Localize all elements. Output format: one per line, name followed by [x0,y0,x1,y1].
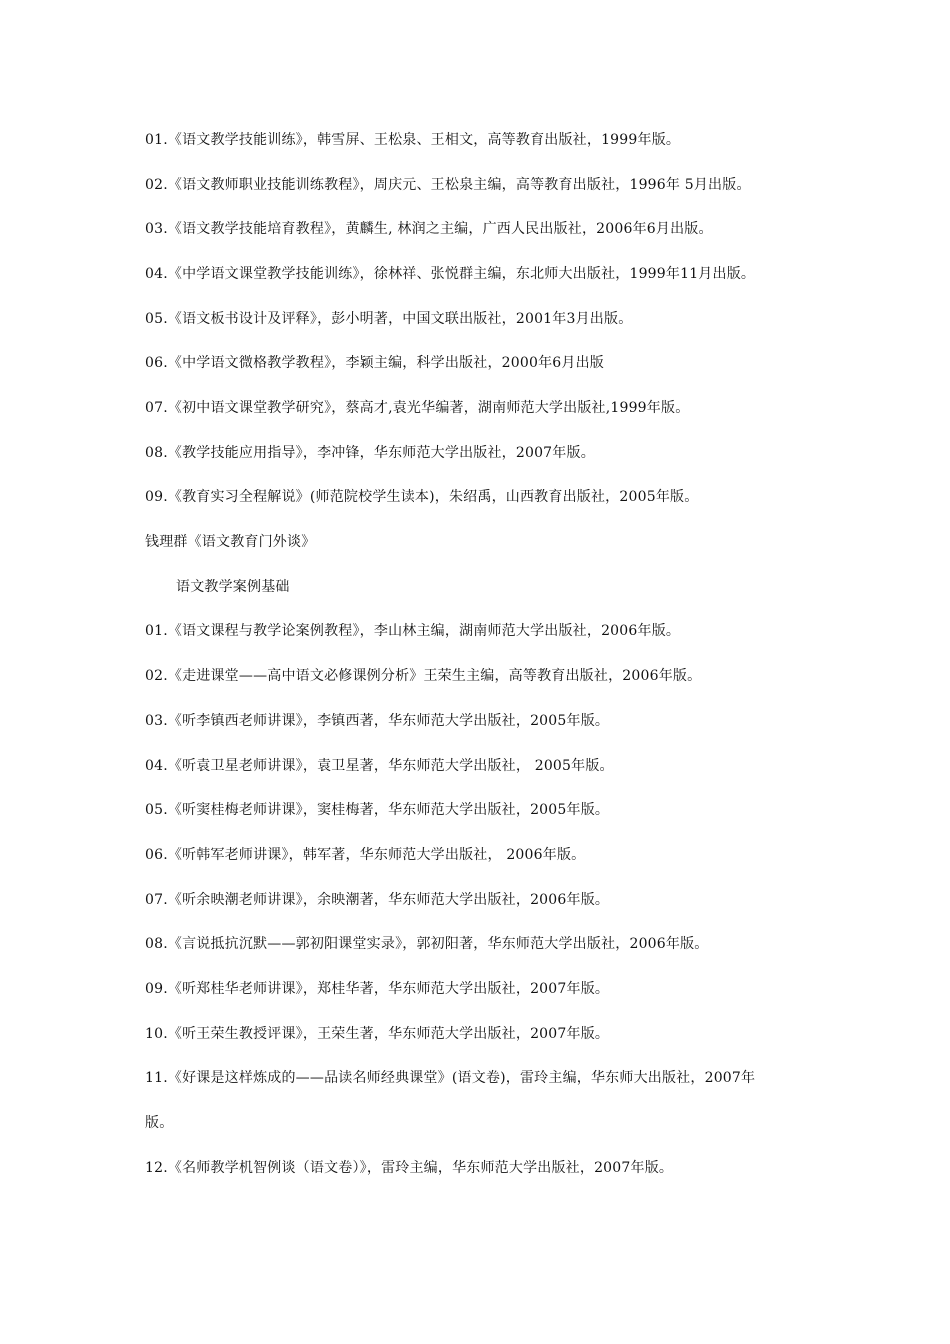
reference-item-6: 06.《中学语文微格教学教程》，李颖主编，科学出版社，2000年6月出版 [145,355,604,371]
case-item-3: 03.《听李镇西老师讲课》，李镇西著，华东师范大学出版社，2005年版。 [145,713,610,729]
standalone-reference: 钱理群《语文教育门外谈》 [145,534,316,550]
reference-item-5: 05.《语文板书设计及评释》，彭小明著，中国文联出版社，2001年3月出版。 [145,311,633,327]
case-item-8: 08.《言说抵抗沉默——郭初阳课堂实录》，郭初阳著，华东师范大学出版社，2006年版。 [145,936,709,952]
section-heading: 语文教学案例基础 [176,579,290,595]
case-item-11-continuation: 版。 [145,1115,174,1131]
case-item-5: 05.《听窦桂梅老师讲课》，窦桂梅著，华东师范大学出版社，2005年版。 [145,802,610,818]
reference-item-2: 02.《语文教师职业技能训练教程》，周庆元、王松泉主编，高等教育出版社，1996年 5月出版。 [145,177,751,193]
case-item-11: 11.《好课是这样炼成的——品读名师经典课堂》(语文卷)，雷玲主编，华东师大出版社，2007年 [145,1070,756,1086]
case-item-4: 04.《听袁卫星老师讲课》，袁卫星著，华东师范大学出版社， 2005年版。 [145,758,614,774]
case-item-2: 02.《走进课堂——高中语文必修课例分析》王荣生主编，高等教育出版社，2006年版。 [145,668,702,684]
reference-item-4: 04.《中学语文课堂教学技能训练》，徐林祥、张悦群主编，东北师大出版社，1999年11月出版。 [145,266,756,282]
reference-item-1: 01.《语文教学技能训练》，韩雪屏、王松泉、王相文，高等教育出版社，1999年版。 [145,132,681,148]
case-item-12: 12.《名师教学机智例谈（语文卷）》，雷玲主编，华东师范大学出版社，2007年版。 [145,1160,674,1176]
reference-item-9: 09.《教育实习全程解说》(师范院校学生读本)，朱绍禹，山西教育出版社，2005年版。 [145,489,699,505]
reference-item-8: 08.《教学技能应用指导》，李冲锋，华东师范大学出版社，2007年版。 [145,445,595,461]
reference-item-3: 03.《语文教学技能培育教程》，黄麟生, 林润之主编，广西人民出版社，2006年6月出版。 [145,221,713,237]
case-item-1: 01.《语文课程与教学论案例教程》，李山林主编，湖南师范大学出版社，2006年版。 [145,623,681,639]
reference-item-7: 07.《初中语文课堂教学研究》，蔡高才,袁光华编著，湖南师范大学出版社,1999年版。 [145,400,690,416]
case-item-10: 10.《听王荣生教授评课》，王荣生著，华东师范大学出版社，2007年版。 [145,1026,610,1042]
case-item-6: 06.《听韩军老师讲课》，韩军著，华东师范大学出版社， 2006年版。 [145,847,586,863]
case-item-7: 07.《听余映潮老师讲课》，余映潮著，华东师范大学出版社，2006年版。 [145,892,610,908]
case-item-9: 09.《听郑桂华老师讲课》，郑桂华著，华东师范大学出版社，2007年版。 [145,981,610,997]
